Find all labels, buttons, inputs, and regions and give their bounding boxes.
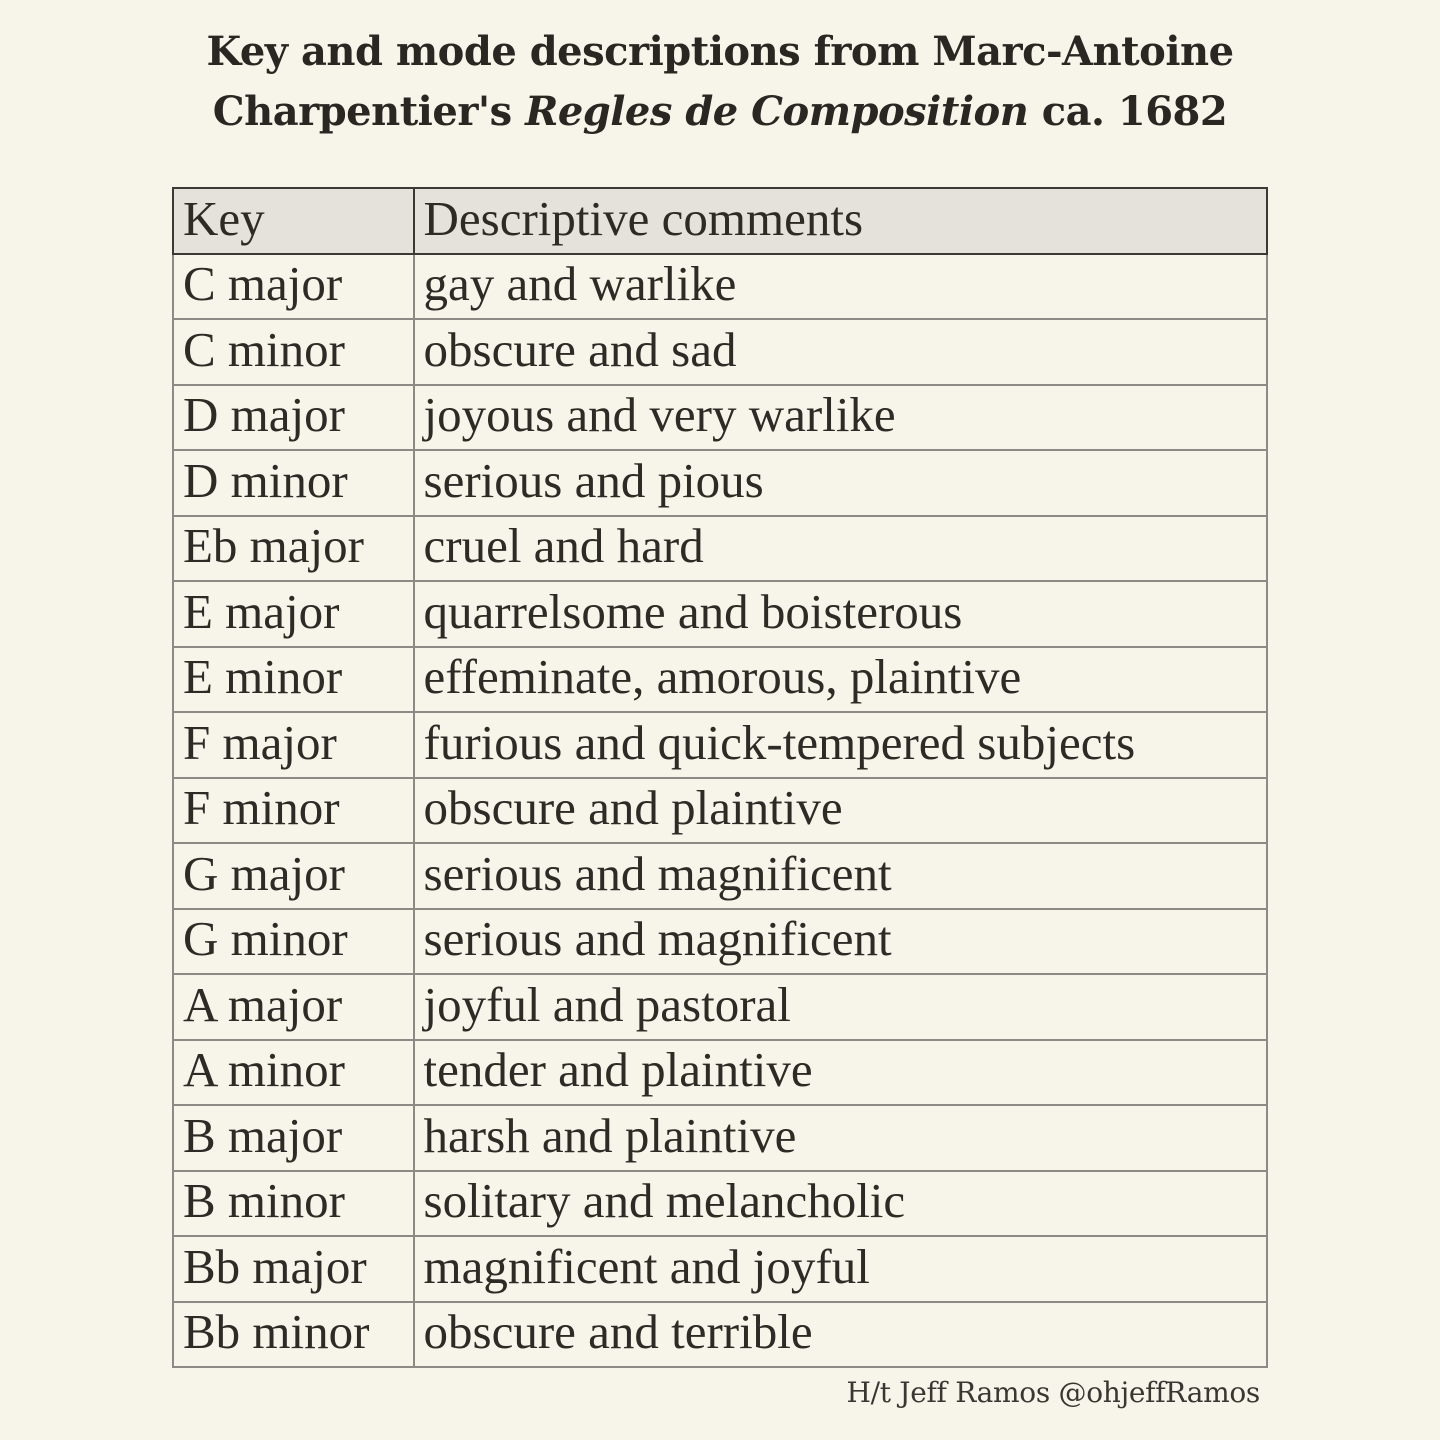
key-cell: Bb major	[173, 1236, 414, 1302]
table-row	[173, 974, 1267, 1040]
table-row	[173, 319, 1267, 385]
column-header-key: Key	[173, 188, 414, 254]
key-cell: A minor	[173, 1040, 414, 1106]
table-row	[173, 385, 1267, 451]
key-cell: B major	[173, 1105, 414, 1171]
description-cell: joyous and very warlike	[414, 385, 1268, 451]
key-cell: C minor	[173, 319, 414, 385]
description-cell: gay and warlike	[414, 254, 1268, 320]
description-cell: quarrelsome and boisterous	[414, 581, 1268, 647]
title-line-1: Key and mode descriptions from Marc-Antoine	[206, 28, 1234, 75]
title-book-name: Regles de Composition	[525, 88, 1029, 135]
table-header-row	[173, 188, 1267, 254]
description-cell: obscure and sad	[414, 319, 1268, 385]
table-row	[173, 254, 1267, 320]
key-cell: Bb minor	[173, 1302, 414, 1368]
table-row	[173, 1040, 1267, 1106]
key-cell: E minor	[173, 647, 414, 713]
table-row	[173, 712, 1267, 778]
page-title	[0, 22, 1440, 142]
key-cell: Eb major	[173, 516, 414, 582]
description-cell: obscure and plaintive	[414, 778, 1268, 844]
key-cell: G major	[173, 843, 414, 909]
credit-line: H/t Jeff Ramos @ohjeffRamos	[846, 1376, 1260, 1409]
description-cell: obscure and terrible	[414, 1302, 1268, 1368]
description-cell: effeminate, amorous, plaintive	[414, 647, 1268, 713]
key-cell: D major	[173, 385, 414, 451]
title-line-2-suffix: ca. 1682	[1028, 88, 1228, 135]
description-cell: cruel and hard	[414, 516, 1268, 582]
column-header-comments: Descriptive comments	[414, 188, 1268, 254]
key-cell: A major	[173, 974, 414, 1040]
description-cell: solitary and melancholic	[414, 1171, 1268, 1237]
table-body	[173, 254, 1267, 1368]
table-row	[173, 516, 1267, 582]
description-cell: furious and quick-tempered subjects	[414, 712, 1268, 778]
table-row	[173, 1105, 1267, 1171]
table-row	[173, 843, 1267, 909]
key-cell: D minor	[173, 450, 414, 516]
table-row	[173, 581, 1267, 647]
title-line-2	[0, 82, 1440, 142]
key-cell: F minor	[173, 778, 414, 844]
description-cell: serious and magnificent	[414, 909, 1268, 975]
table-row	[173, 1302, 1267, 1368]
table-row	[173, 647, 1267, 713]
description-cell: magnificent and joyful	[414, 1236, 1268, 1302]
key-cell: E major	[173, 581, 414, 647]
description-cell: serious and magnificent	[414, 843, 1268, 909]
table-row	[173, 909, 1267, 975]
key-description-table	[172, 187, 1268, 1368]
description-cell: tender and plaintive	[414, 1040, 1268, 1106]
key-cell: C major	[173, 254, 414, 320]
title-line-2-prefix: Charpentier's	[212, 88, 526, 135]
table-row	[173, 1236, 1267, 1302]
description-cell: harsh and plaintive	[414, 1105, 1268, 1171]
key-cell: F major	[173, 712, 414, 778]
description-cell: joyful and pastoral	[414, 974, 1268, 1040]
key-cell: B minor	[173, 1171, 414, 1237]
description-cell: serious and pious	[414, 450, 1268, 516]
table-row	[173, 450, 1267, 516]
table-row	[173, 778, 1267, 844]
key-cell: G minor	[173, 909, 414, 975]
table-row	[173, 1171, 1267, 1237]
